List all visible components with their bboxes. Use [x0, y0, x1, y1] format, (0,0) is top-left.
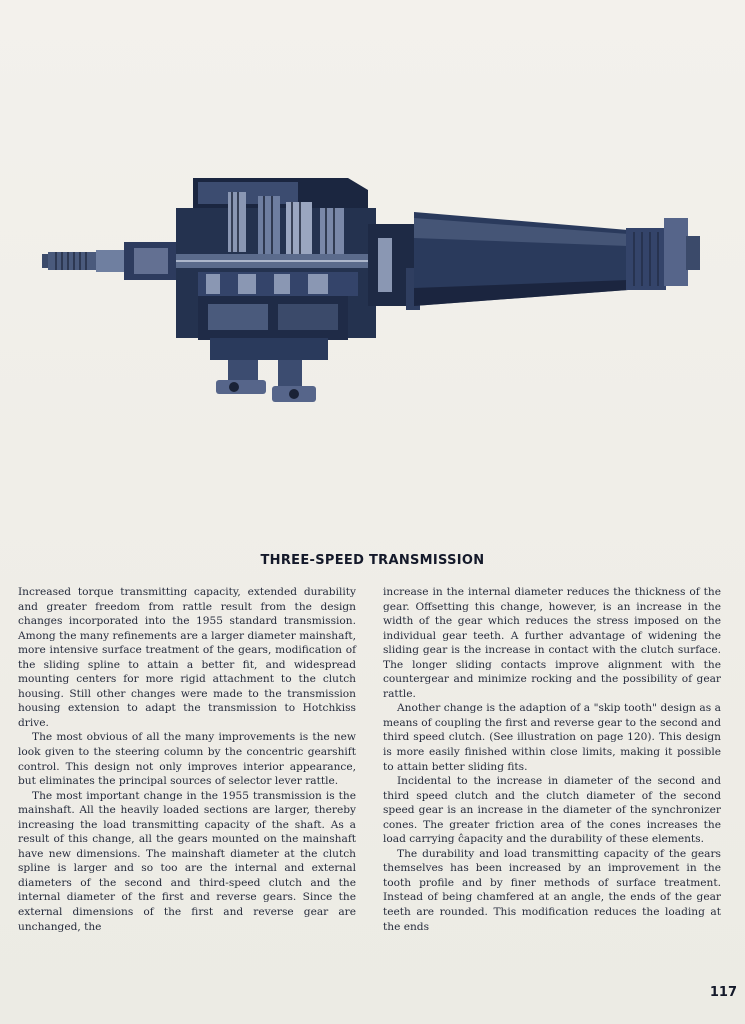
output-yoke-housing — [626, 228, 666, 290]
paragraph: The most obvious of all the many improvements is the new look given to the steering column by the concentric gearshift control. This design not only improves interior appearance, but eliminates the principal sources of selector lever rattle. — [18, 731, 356, 788]
right-text-column — [383, 585, 721, 934]
shift-housing — [210, 338, 328, 360]
paragraph: The durability and load transmitting capacity of the gears themselves has been increased by an improvement in the tooth profile and by finer methods of surface treatment. Instead of being chamfered at an angle, the ends of the gear teeth are rounded. This modification reduces the loading at the ends — [383, 847, 721, 933]
input-shaft-spline — [48, 252, 96, 270]
shift-lever-left — [216, 380, 266, 394]
transmission-cutaway-illustration — [38, 168, 708, 418]
paragraph: increase in the internal diameter reduces the thickness of the gear. Offsetting this change, however, is an increase in the width of the gear which reduces the stress imposed on the individual gear teeth. A further advantage of widening the sliding gear is the increase in contact with the clutch surface. The longer sliding contacts improve alignment with the countergear and minimize rocking and the possibility of gear rattle. — [383, 586, 721, 700]
page-number: 117 — [709, 985, 737, 1000]
paragraph: Incidental to the increase in diameter of the second and third speed clutch and the clutch diameter of the second speed gear is an increase in the diameter of the synchronizer cones. The greater friction area of the cones increases the load carrying ĉapacity and the durability of these elements. — [383, 775, 721, 846]
paragraph: Another change is the adaption of a "skip tooth" design as a means of coupling the first and reverse gear to the second and third speed clutch. (See illustration on page 120). This design is more easily finished within close limits, making it possible to attain better sliding fits. — [383, 702, 721, 773]
section-title: THREE-SPEED TRANSMISSION — [260, 553, 485, 568]
output-shaft-end — [686, 236, 700, 270]
paragraph: Increased torque transmitting capacity, extended durability and greater freedom from rattle result from the design changes incorporated into the 1955 standard transmission. Among the many refinements are a larger diameter mainshaft, more intensive surface treatment of the gears, modification of the sliding spline to attain a better fit, and widespread mounting centers for more rigid attachment to the clutch housing. Still other changes were made to the transmission housing extension to adapt the transmission to Hotchkiss drive. — [18, 586, 356, 729]
input-shaft-collar — [96, 250, 128, 272]
paragraph: The most important change in the 1955 transmission is the mainshaft. All the heavily loaded sections are larger, thereby increasing the load transmitting capacity of the shaft. As a result of this change, all the gears mounted on the mainshaft have new dimensions. The mainshaft diameter at the clutch spline is larger and so too are the internal and external diameters of the second and third-speed clutch and the internal diameter of the first and reverse gears. Since the external dimensions of the first and reverse gear are unchanged, the — [18, 789, 356, 933]
left-text-column — [18, 585, 356, 934]
